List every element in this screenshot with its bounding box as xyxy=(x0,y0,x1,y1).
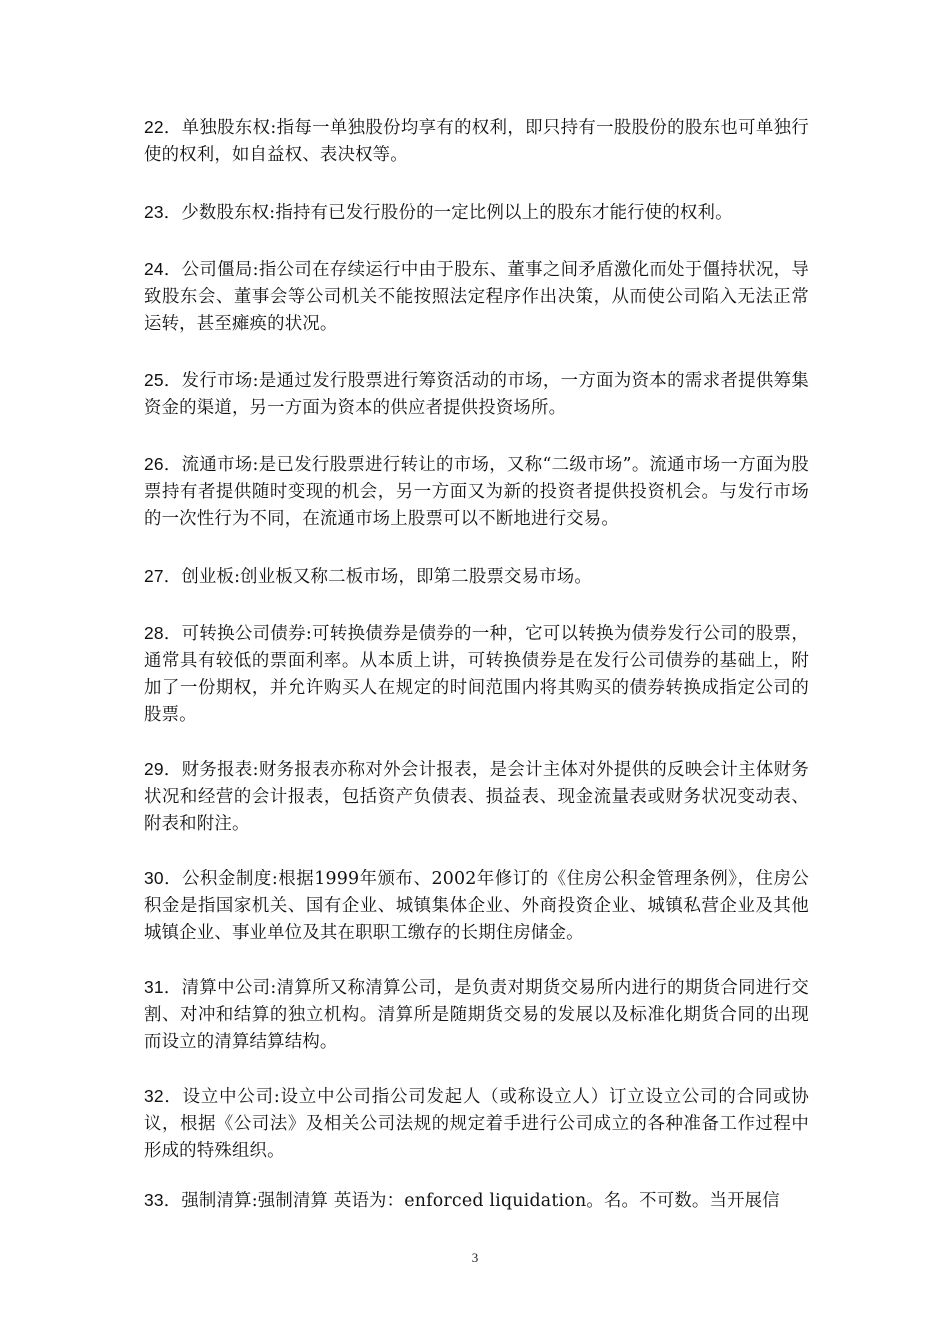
glossary-entry-29 xyxy=(144,756,809,838)
entry-text: ．财务报表:财务报表亦称对外会计报表，是会计主体对外提供的反映会计主体财务状况和经营的会计报表，包括资产负债表、损益表、现金流量表或财务状况变动表、附表和附注。 xyxy=(144,760,809,834)
glossary-entry-33 xyxy=(144,1187,809,1215)
entry-number: 23 xyxy=(144,202,164,222)
glossary-entry-28 xyxy=(144,620,809,729)
entry-text: ．设立中公司:设立中公司指公司发起人（或称设立人）订立设立公司的合同或协议，根据《公司法》及相关公司法规的规定着手进行公司成立的各种准备工作过程中形成的特殊组织。 xyxy=(144,1087,809,1161)
glossary-entry-26 xyxy=(144,451,809,533)
entry-text: ．公积金制度:根据1999年颁布、2002年修订的《住房公积金管理条例》，住房公积金是指国家机关、国有企业、城镇集体企业、外商投资企业、城镇私营企业及其他城镇企业、事业单位及其在职职工缴存的长期住房储金。 xyxy=(144,869,809,943)
entry-text: ．少数股东权:指持有已发行股份的一定比例以上的股东才能行使的权利。 xyxy=(163,203,733,223)
entry-text: ．流通市场:是已发行股票进行转让的市场，又称“二级市场”。流通市场一方面为股票持有者提供随时变现的机会，另一方面又为新的投资者提供投资机会。与发行市场的一次性行为不同，在流通市场上股票可以不断地进行交易。 xyxy=(144,455,809,529)
entry-number: 32 xyxy=(144,1086,164,1106)
glossary-entry-31 xyxy=(144,974,809,1056)
entry-text: ．可转换公司债券:可转换债券是债券的一种，它可以转换为债券发行公司的股票，通常具有较低的票面利率。从本质上讲，可转换债券是在发行公司债券的基础上，附加了一份期权，并允许购买人在规定的时间范围内将其购买的债券转换成指定公司的股票。 xyxy=(144,624,809,725)
entry-text: ．发行市场:是通过发行股票进行筹资活动的市场，一方面为资本的需求者提供筹集资金的渠道，另一方面为资本的供应者提供投资场所。 xyxy=(144,371,809,418)
entry-number: 31 xyxy=(144,977,164,997)
entry-text: ．公司僵局:指公司在存续运行中由于股东、董事之间矛盾激化而处于僵持状况，导致股东会、董事会等公司机关不能按照法定程序作出决策，从而使公司陷入无法正常运转，甚至瘫痪的状况。 xyxy=(144,260,809,334)
glossary-entry-23 xyxy=(144,199,809,227)
entry-number: 33 xyxy=(144,1190,164,1210)
entry-number: 24 xyxy=(144,259,164,279)
glossary-entry-30 xyxy=(144,865,809,947)
entry-text: ．单独股东权:指每一单独股份均享有的权利，即只持有一股股份的股东也可单独行使的权利，如自益权、表决权等。 xyxy=(144,118,809,165)
page-number: 3 xyxy=(471,1250,479,1265)
glossary-entry-32 xyxy=(144,1083,809,1165)
entry-text: ．强制清算:强制清算 英语为：enforced liquidation。名。不可数。当开展信 xyxy=(163,1191,780,1211)
glossary-entry-24 xyxy=(144,256,809,338)
entry-number: 27 xyxy=(144,566,164,586)
glossary-entry-27 xyxy=(144,563,809,591)
entry-text: ．创业板:创业板又称二板市场，即第二股票交易市场。 xyxy=(163,567,592,587)
entry-number: 26 xyxy=(144,454,164,474)
entry-number: 28 xyxy=(144,623,164,643)
glossary-entry-25 xyxy=(144,367,809,422)
entry-text: ．清算中公司:清算所又称清算公司，是负责对期货交易所内进行的期货合同进行交割、对冲和结算的独立机构。清算所是随期货交易的发展以及标准化期货合同的出现而设立的清算结算结构。 xyxy=(144,978,809,1052)
entry-number: 25 xyxy=(144,370,164,390)
entry-number: 30 xyxy=(144,868,164,888)
entry-number: 29 xyxy=(144,759,164,779)
glossary-entry-22 xyxy=(144,114,809,169)
entry-number: 22 xyxy=(144,117,164,137)
